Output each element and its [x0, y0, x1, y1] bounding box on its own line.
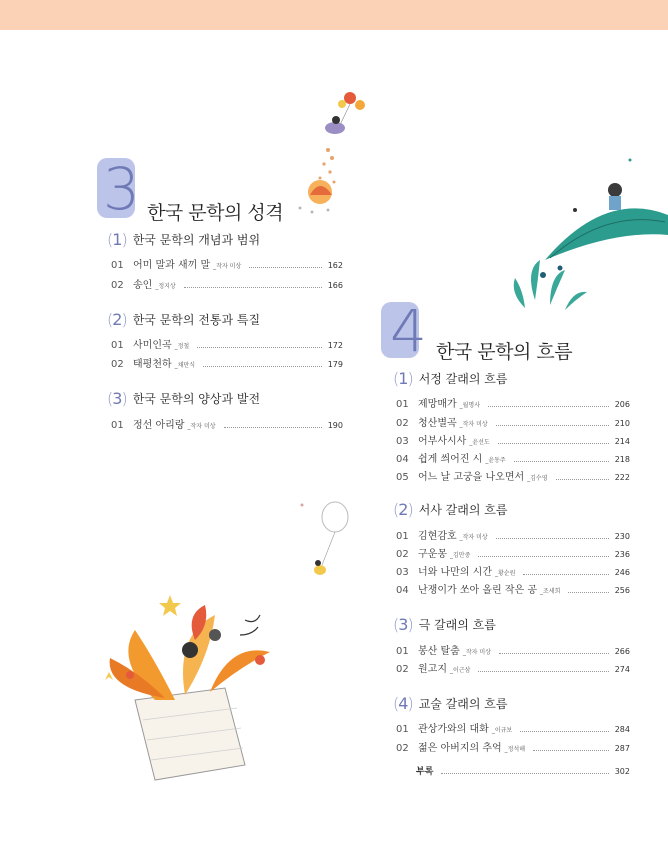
dot-leader	[496, 537, 609, 539]
section-title: 한국 문학의 개념과 범위	[132, 233, 261, 247]
section-number: (4)	[393, 694, 413, 713]
dot-leader	[520, 730, 609, 732]
section-number: (1)	[107, 230, 127, 249]
chapter3-title: 한국 문학의 성격	[147, 202, 284, 224]
toc-entry[interactable]: 01 정선 아리랑 _작자 미상 190	[111, 420, 343, 431]
dot-leader	[533, 749, 609, 751]
toc-entry[interactable]: 04 난쟁이가 쏘아 올린 작은 공 _조세희 256	[396, 585, 630, 596]
dot-leader	[184, 286, 322, 288]
section-number: (2)	[393, 500, 413, 519]
section-number: (2)	[107, 310, 127, 329]
section-title: 한국 문학의 전통과 특질	[132, 313, 261, 327]
chapter3-number: 3	[103, 155, 140, 223]
dot-leader	[568, 591, 608, 593]
section-title: 서사 갈래의 흐름	[418, 503, 508, 517]
appendix-page: 302	[614, 767, 630, 776]
chapter4-number: 4	[390, 297, 427, 365]
toc-entry[interactable]: 02 청산별곡 _작자 미상 210	[396, 418, 630, 429]
dot-leader	[499, 652, 609, 654]
chapter4-section2-heading[interactable]	[393, 500, 507, 519]
section-title: 극 갈래의 흐름	[418, 618, 496, 632]
top-color-bar	[0, 0, 668, 30]
toc-entry[interactable]: 01 제망매가 _월명사 206	[396, 399, 630, 410]
dot-leader	[224, 426, 322, 428]
dot-leader	[249, 266, 321, 268]
toc-entry[interactable]: 02 구운몽 _김만중 236	[396, 549, 630, 560]
dot-leader	[488, 405, 609, 407]
toc-entry[interactable]: 01 관상가와의 대화 _이규보 284	[396, 724, 630, 735]
toc-entry[interactable]: 01 김현감호 _작자 미상 230	[396, 531, 630, 542]
section-number: (1)	[393, 369, 413, 388]
dot-leader	[478, 555, 608, 557]
chapter4-section1-heading[interactable]	[393, 369, 507, 388]
dot-leader	[496, 424, 609, 426]
section-title: 교술 갈래의 흐름	[418, 697, 508, 711]
toc-entry[interactable]: 02 태평천하 _채만식 179	[111, 359, 343, 370]
section-title: 서정 갈래의 흐름	[418, 372, 508, 386]
chapter4-title: 한국 문학의 흐름	[436, 341, 573, 363]
toc-entry[interactable]: 05 어느 날 고궁을 나오면서 _김수영 222	[396, 472, 630, 483]
chapter3-section3-heading[interactable]	[107, 389, 260, 408]
toc-entry[interactable]: 02 젊은 아버지의 추억 _정석해 287	[396, 743, 630, 754]
dot-leader	[478, 670, 608, 672]
dot-leader	[556, 478, 609, 480]
leaf-illustration	[505, 150, 668, 325]
dot-leader	[441, 772, 608, 774]
appendix-entry[interactable]	[416, 764, 630, 777]
chapter4-section3-heading[interactable]	[393, 615, 496, 634]
toc-entry[interactable]: 01 봉산 탈춤 _작자 미상 266	[396, 646, 630, 657]
toc-entry[interactable]: 01 어미 말과 새끼 말 _작자 미상 162	[111, 260, 343, 271]
toc-entry[interactable]: 02 원고지 _이근삼 274	[396, 664, 630, 675]
gift-box-illustration	[95, 580, 320, 785]
dot-leader	[514, 460, 609, 462]
appendix-label: 부록	[416, 767, 434, 777]
chapter4-section4-heading[interactable]	[393, 694, 507, 713]
toc-entry[interactable]: 03 너와 나만의 시간 _황순원 246	[396, 567, 630, 578]
toc-entry[interactable]: 03 어부사시사 _윤선도 214	[396, 436, 630, 447]
chapter3-section2-heading[interactable]	[107, 310, 260, 329]
toc-entry[interactable]: 02 송인 _정지상 166	[111, 280, 343, 291]
chapter3-section1-heading[interactable]	[107, 230, 260, 249]
section-number: (3)	[393, 615, 413, 634]
toc-entry[interactable]: 01 사미인곡 _정철 172	[111, 340, 343, 351]
balloon-illustration-top	[270, 80, 380, 220]
section-number: (3)	[107, 389, 127, 408]
section-title: 한국 문학의 양상과 발전	[132, 392, 261, 406]
dot-leader	[523, 573, 608, 575]
dot-leader	[197, 346, 321, 348]
toc-entry[interactable]: 04 쉽게 씌어진 시 _윤동주 218	[396, 454, 630, 465]
dot-leader	[203, 365, 322, 367]
dot-leader	[498, 442, 609, 444]
